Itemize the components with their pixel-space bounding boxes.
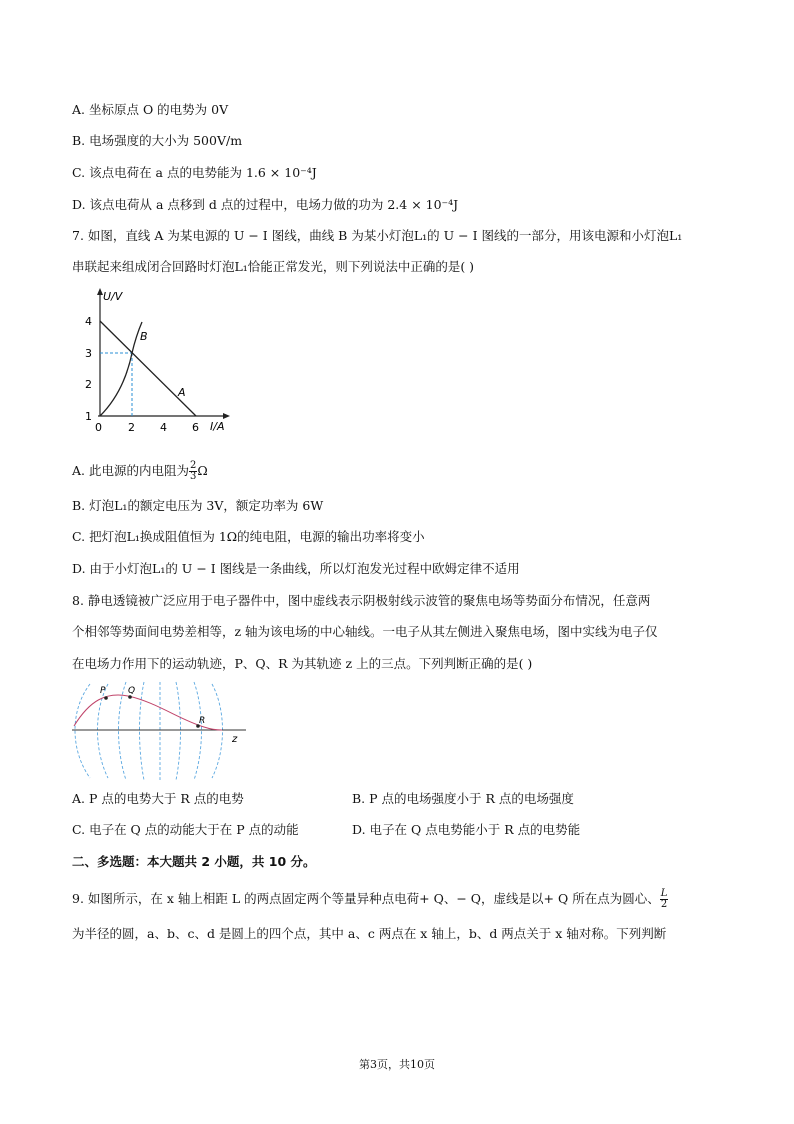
frac-denominator: 2	[660, 899, 668, 910]
x-tick-0: 0	[95, 421, 102, 434]
y-axis-label: U/V	[103, 290, 123, 303]
frac-numerator: 2	[189, 460, 197, 471]
equipotential-3	[119, 682, 127, 780]
page-footer: 第3页，共10页	[359, 1058, 435, 1071]
q8-option-d: D. 电子在 Q 点电势能小于 R 点的电势能	[352, 822, 581, 837]
q8-option-a: A. P 点的电势大于 R 点的电势	[72, 791, 244, 806]
q7-option-a-text: A. 此电源的内电阻为	[72, 463, 189, 478]
q8-stem-line1: 8. 静电透镜被广泛应用于电子器件中，图中虚线表示阴极射线示波管的聚焦电场等势面分布情况，任意两	[72, 593, 651, 608]
q9-stem-line2: 为半径的圆，a、b、c、d 是圆上的四个点，其中 a、c 两点在 x 轴上，b、d 两点关于 x 轴对称。下列判断	[72, 926, 667, 941]
frac-denominator: 3	[189, 471, 197, 482]
x-tick-6: 6	[192, 421, 199, 434]
x-tick-2: 2	[128, 421, 135, 434]
equipotential-7	[194, 682, 202, 780]
point-p	[104, 696, 108, 700]
q7-option-a	[72, 461, 208, 482]
q7-option-d: D. 由于小灯泡L₁的 U − I 图线是一条曲线，所以灯泡发光过程中欧姆定律不适用	[72, 561, 520, 576]
line-a-label: A	[178, 386, 186, 399]
y-tick-2: 2	[85, 378, 92, 391]
q8-option-b: B. P 点的电场强度小于 R 点的电场强度	[352, 791, 574, 806]
q7-option-a-unit: Ω	[197, 463, 208, 478]
q9-stem-line1-text: 9. 如图所示，在 x 轴上相距 L 的两点固定两个等量异种点电荷+ Q、− Q，虚线是以+ Q 所在点为圆心、	[72, 891, 660, 906]
section-2-heading: 二、多选题：本大题共 2 小题，共 10 分。	[72, 854, 316, 869]
q9-fraction	[660, 889, 669, 910]
y-tick-4: 4	[85, 315, 92, 328]
q8-focusing-field-figure	[70, 680, 250, 782]
q6-option-a: A. 坐标原点 O 的电势为 0V	[72, 102, 229, 117]
x-axis-label: I/A	[210, 420, 225, 433]
equipotential-8	[212, 684, 223, 778]
line-a	[100, 321, 196, 416]
curve-b-label: B	[140, 330, 148, 343]
q8-stem-line3: 在电场力作用下的运动轨迹，P、Q、R 为其轨迹 z 上的三点。下列判断正确的是( )	[72, 656, 533, 671]
q8-stem-line2: 个相邻等势面间电势差相等，z 轴为该电场的中心轴线。一电子从其左侧进入聚焦电场，图中实线为电子仅	[72, 624, 658, 639]
point-r-label: R	[199, 716, 206, 726]
q6-option-c: C. 该点电荷在 a 点的电势能为 1.6 × 10⁻⁴J	[72, 165, 317, 180]
q8-option-c: C. 电子在 Q 点的动能大于在 P 点的动能	[72, 822, 299, 837]
point-q-label: Q	[128, 686, 136, 696]
q7-stem-line1: 7. 如图，直线 A 为某电源的 U − I 图线，曲线 B 为某小灯泡L₁的 U − I 图线的一部分，用该电源和小灯泡L₁	[72, 228, 683, 243]
q7-ui-graph	[78, 284, 248, 436]
q9-stem-line1	[72, 889, 668, 910]
q7-option-c: C. 把灯泡L₁换成阻值恒为 1Ω的纯电阻，电源的输出功率将变小	[72, 529, 425, 544]
y-tick-1: 1	[85, 410, 92, 423]
equipotential-4	[140, 682, 145, 780]
equipotential-1	[75, 684, 90, 778]
x-axis-arrow	[223, 413, 230, 419]
q6-option-d: D. 该点电荷从 a 点移到 d 点的过程中，电场力做的功为 2.4 × 10⁻⁴J	[72, 197, 459, 212]
frac-numerator: L	[660, 888, 668, 899]
q7-option-b: B. 灯泡L₁的额定电压为 3V，额定功率为 6W	[72, 498, 324, 513]
q7-stem-line2: 串联起来组成闭合回路时灯泡L₁恰能正常发光，则下列说法中正确的是( )	[72, 259, 475, 274]
q6-option-b: B. 电场强度的大小为 500V/m	[72, 133, 243, 148]
y-tick-3: 3	[85, 347, 92, 360]
x-tick-4: 4	[160, 421, 167, 434]
curve-b	[100, 322, 142, 416]
equipotential-6	[176, 682, 181, 780]
z-axis-label: z	[232, 734, 238, 745]
point-p-label: P	[100, 686, 106, 696]
